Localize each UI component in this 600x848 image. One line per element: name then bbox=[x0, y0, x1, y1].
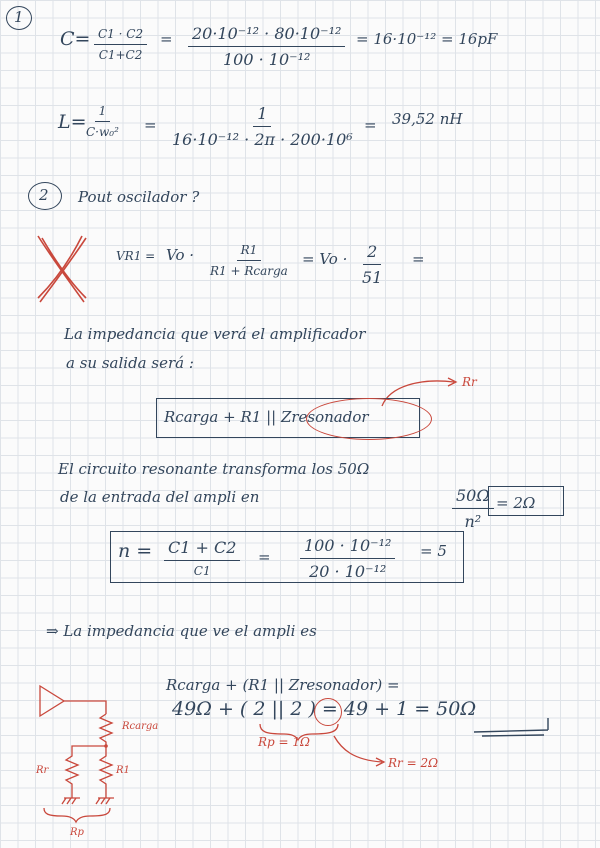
equals-sign: = bbox=[364, 116, 377, 134]
capacitance-result: = 16·10⁻¹² = 16pF bbox=[356, 30, 498, 48]
capacitance-values-fraction: $\frac{\text{20·10⁻¹² · 80·10⁻¹²}}{\text{100 · 10⁻¹²}}$ bbox=[188, 24, 345, 69]
rr-label: Rr = 2Ω bbox=[388, 756, 439, 770]
section-2-number: 2 bbox=[39, 186, 49, 204]
inductance-result: 39,52 nH bbox=[392, 110, 463, 128]
circuit-rcarga-label: Rcarga bbox=[122, 721, 159, 732]
final-expression-line-2: 49Ω + ( 2 || 2 ) = 49 + 1 = 50Ω bbox=[172, 698, 477, 720]
circuit-rr-label: Rr bbox=[36, 765, 49, 776]
inductance-formula-fraction: $\frac{1}{\text{C·w₀²}}$ bbox=[86, 104, 119, 139]
capacitance-lhs: C= bbox=[60, 28, 91, 50]
impedance-text-line-1: La impedancia que verá el amplificador bbox=[64, 325, 366, 343]
final-expression-line-1: Rcarga + (R1 || Zresonador) = bbox=[166, 676, 400, 694]
conclusion-text: ⇒ La impedancia que ve el ampli es bbox=[46, 622, 317, 640]
transformed-impedance-fraction: $\frac{50\Omega}{\text{n²}}$ bbox=[452, 486, 494, 531]
impedance-text-line-2: a su salida será : bbox=[66, 354, 194, 372]
equals-sign: = bbox=[144, 116, 157, 134]
circuit-text-line-2: de la entrada del ampli en bbox=[60, 488, 260, 506]
vr1-vo: Vo · bbox=[166, 246, 195, 264]
inductance-lhs: L= bbox=[58, 111, 87, 133]
rp-label: Rp = 1Ω bbox=[258, 735, 310, 749]
ratio-values-fraction: $\frac{\text{100 · 10⁻¹²}}{\text{20 · 10⁻¹²}}$ bbox=[300, 536, 395, 581]
section-1-number: 1 bbox=[14, 8, 24, 26]
vr1-divider-fraction: R1 R1 + Rcarga bbox=[210, 243, 288, 278]
circuit-text-line-1: El circuito resonante transforma los 50Ω bbox=[58, 460, 370, 478]
ratio-equals: = bbox=[258, 548, 271, 566]
vr1-values-fraction: $\frac{2}{51}$ bbox=[362, 242, 383, 287]
inductance-values-fraction: $\frac{1}{\text{16·10⁻¹² · 2π · 200·10⁶}}$ bbox=[172, 104, 353, 149]
circuit-rp-label: Rp bbox=[70, 827, 84, 838]
vr1-vo-2: = Vo · bbox=[302, 250, 348, 268]
load-impedance-expression: Rcarga + R1 || Zresonador bbox=[164, 408, 369, 426]
ratio-lhs: n = bbox=[118, 540, 153, 562]
ratio-result: = 5 bbox=[420, 542, 447, 560]
equals-sign: = bbox=[160, 30, 173, 48]
rr-arrow-label: Rr bbox=[462, 375, 477, 389]
vr1-lhs: VR1 = bbox=[116, 249, 156, 263]
capacitance-formula-fraction: $\frac{C1 \cdot C2}{C1+C2}$ bbox=[94, 27, 147, 62]
transformed-impedance-box bbox=[488, 486, 564, 516]
circuit-r1-label: R1 bbox=[116, 765, 130, 776]
ratio-fraction: C1 + C2 C1 bbox=[164, 538, 240, 578]
resonator-circle bbox=[306, 398, 432, 440]
vr1-equals: = bbox=[412, 250, 425, 268]
final-result-underline bbox=[472, 716, 558, 738]
oscillator-circuit-diagram bbox=[30, 680, 180, 840]
cross-out-mark bbox=[34, 232, 90, 306]
transformed-impedance-result: = 2Ω bbox=[496, 494, 536, 512]
section-2-title: Pout oscilador ? bbox=[78, 188, 200, 206]
